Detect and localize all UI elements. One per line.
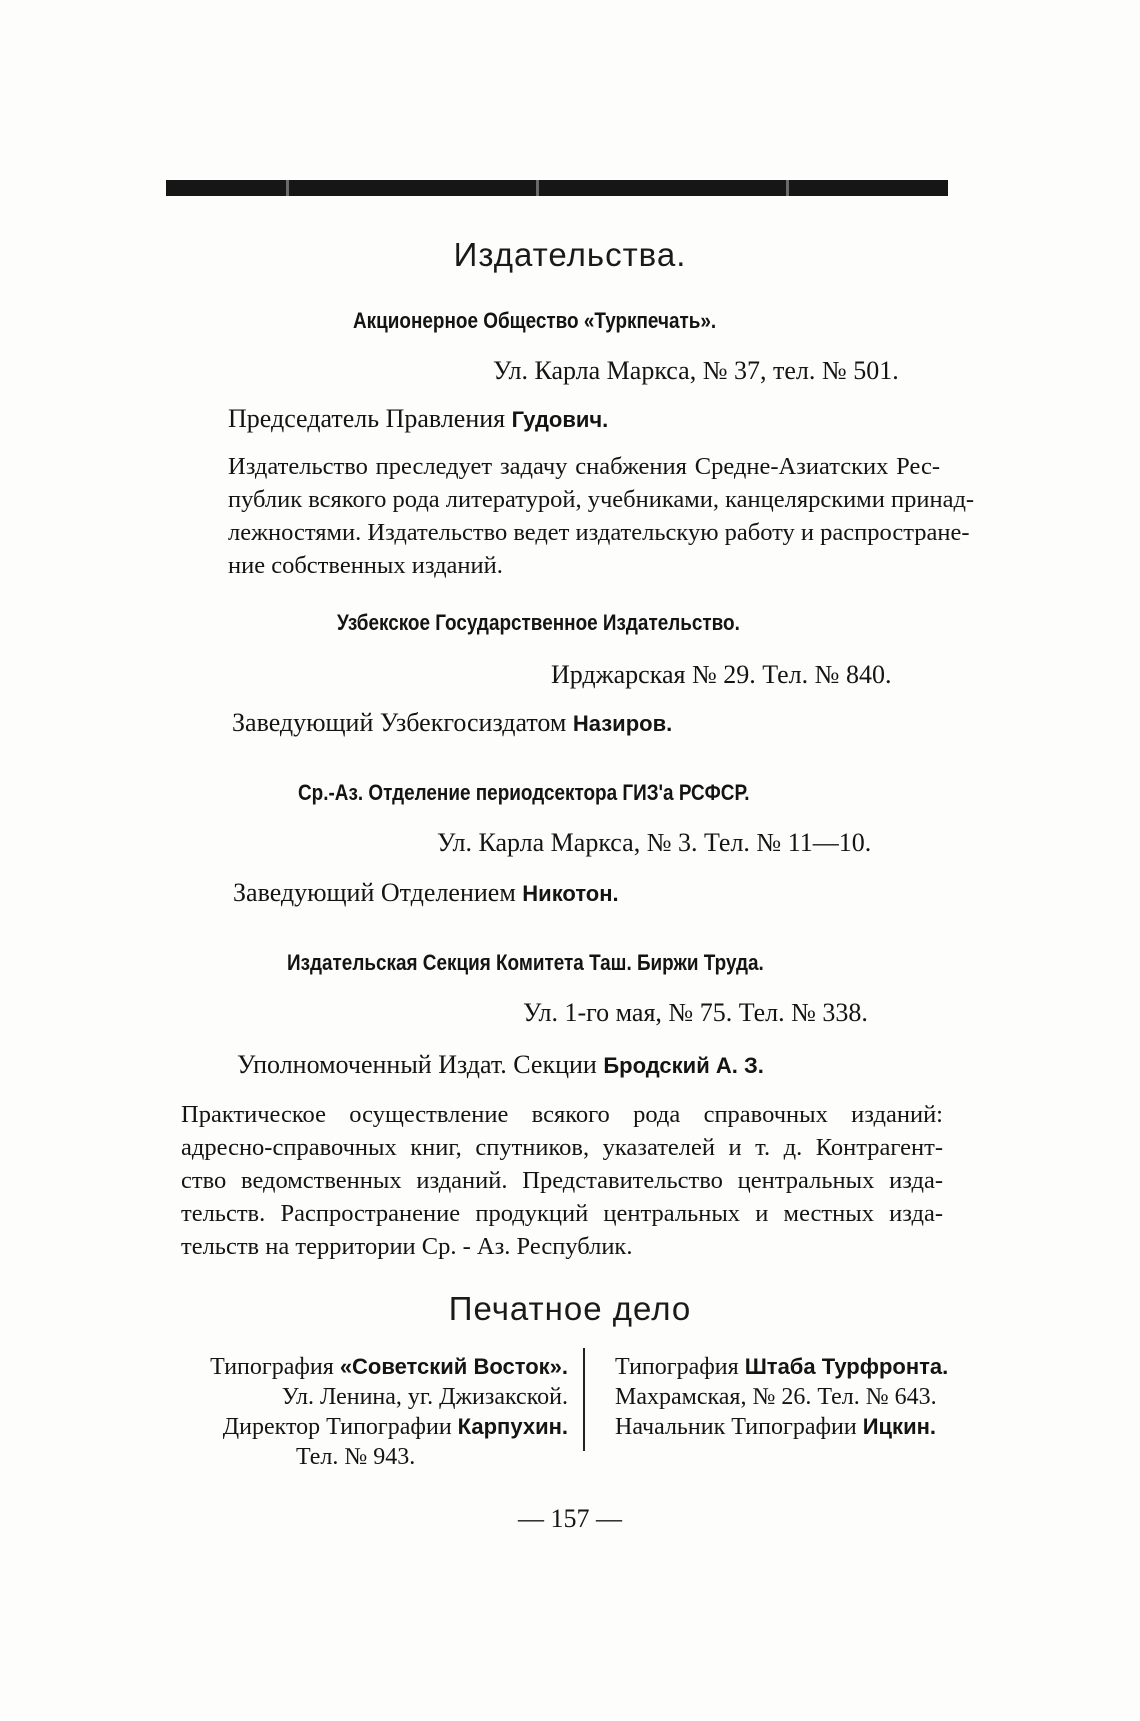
printing-left-line-3 [223, 1414, 568, 1441]
left-person: Карпухин. [457, 1414, 568, 1439]
description-line: лежностями. Издательство ведет издательскую работу и распростране- [228, 519, 970, 546]
entry-description-labour-exchange [181, 1098, 943, 1263]
printing-right-line-2: Махрамская, № 26. Тел. № 643. [615, 1384, 937, 1410]
entry-address-turkpechat: Ул. Карла Маркса, № 37, тел. № 501. [493, 356, 899, 385]
right-name: Штаба Турфронта. [744, 1354, 949, 1379]
left-role: Директор Типографии [222, 1414, 452, 1440]
column-divider [583, 1348, 585, 1451]
description-line: Издательство преследует задачу снабжения Средне-Азиатских Рес- [228, 453, 940, 480]
person-name: Никотон. [522, 881, 619, 906]
person-role: Уполномоченный Издат. Секции [237, 1050, 597, 1079]
left-prefix: Типография [210, 1354, 334, 1380]
description-line: адресно-справочных книг, спутников, указателей и т. д. Контрагент- [181, 1134, 943, 1161]
entry-name-uzgiz: Узбекское Государственное Издательство. [337, 610, 740, 635]
person-role: Председатель Правления [228, 404, 506, 433]
person-role: Заведующий Узбекгосиздатом [232, 708, 567, 737]
person-role: Заведующий Отделением [233, 878, 516, 907]
description-line: ние собственных изданий. [228, 552, 503, 579]
entry-person-turkpechat [228, 404, 608, 434]
person-name: Назиров. [572, 711, 673, 736]
right-prefix: Типография [615, 1354, 739, 1380]
entry-name-labour-exchange: Издательская Секция Комитета Таш. Биржи Труда. [287, 950, 764, 975]
entry-person-giz-branch [233, 878, 619, 908]
entry-address-labour-exchange: Ул. 1-го мая, № 75. Тел. № 338. [523, 998, 868, 1027]
entry-person-labour-exchange [237, 1050, 764, 1080]
entry-name-turkpechat: Акционерное Общество «Туркпечать». [353, 308, 717, 333]
section-title-printing: Печатное дело [448, 1290, 692, 1327]
entry-name-giz-branch: Ср.-Аз. Отделение периодсектора ГИЗ'а РСФСР. [298, 780, 750, 805]
description-line: ство ведомственных изданий. Представительство центральных изда- [181, 1167, 943, 1194]
right-person: Ицкин. [862, 1414, 936, 1439]
entry-description-turkpechat [228, 450, 975, 582]
entry-address-giz-branch: Ул. Карла Маркса, № 3. Тел. № 11—10. [437, 828, 872, 857]
decorative-top-rule [166, 180, 948, 196]
right-role: Начальник Типографии [615, 1414, 857, 1440]
description-line: публик всякого рода литературой, учебниками, канцелярскими принад- [228, 486, 975, 513]
printing-left-line-2: Ул. Ленина, уг. Джизакской. [281, 1384, 568, 1410]
left-name: «Советский Восток». [339, 1354, 568, 1379]
description-line: тельств на территории Ср. - Аз. Республик. [181, 1233, 633, 1260]
printing-right-line-1 [615, 1354, 948, 1381]
section-title-publishers: Издательства. [453, 236, 687, 273]
person-name: Гудович. [511, 407, 609, 432]
entry-person-uzgiz [232, 708, 672, 738]
description-line: тельств. Распространение продукций центральных и местных изда- [181, 1200, 943, 1227]
printing-left-line-4: Тел. № 943. [296, 1444, 416, 1470]
page-number: — 157 — [518, 1504, 622, 1533]
description-line: Практическое осуществление всякого рода справочных изданий: [181, 1101, 943, 1128]
person-name: Бродский А. З. [603, 1053, 764, 1078]
printing-right-line-3 [615, 1414, 936, 1441]
printing-left-line-1 [210, 1354, 568, 1381]
entry-address-uzgiz: Ирджарская № 29. Тел. № 840. [551, 660, 892, 689]
